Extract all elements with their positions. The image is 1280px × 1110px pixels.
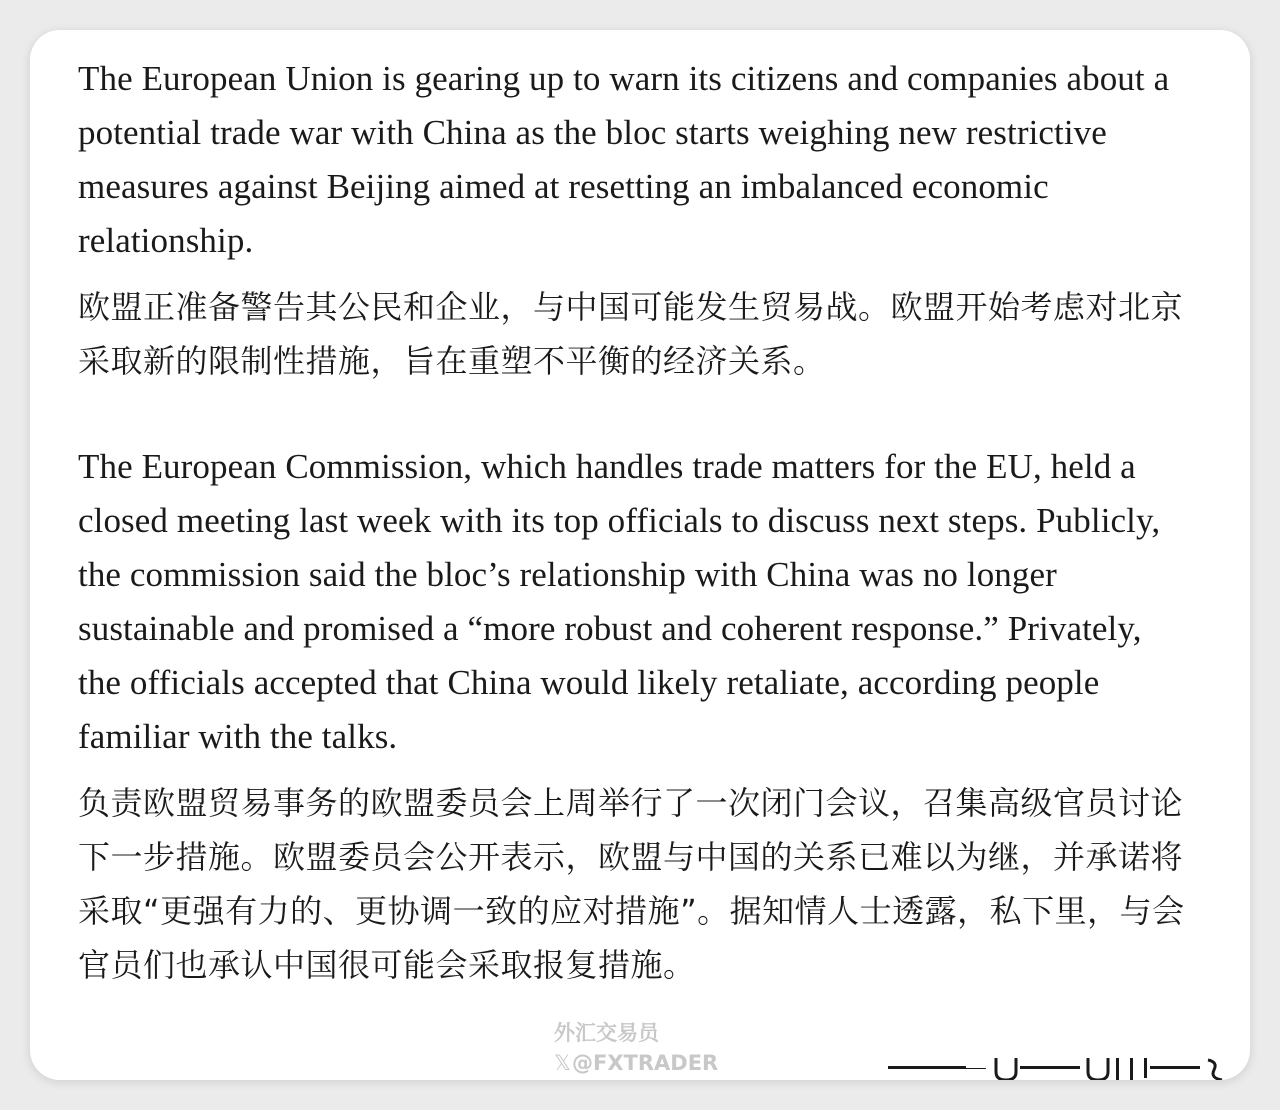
paragraph-1-chinese: 欧盟正准备警告其公民和企业，与中国可能发生贸易战。欧盟开始考虑对北京采取新的限制性措施，旨在重塑不平衡的经济关系。 — [78, 288, 1184, 380]
watermark — [554, 1018, 718, 1078]
paragraph-2-english: The European Commission, which handles trade matters for the EU, held a closed meeting last week with its top officials to discuss next steps. Publicly, the commission said the bloc’s relationship with China was no longer sustainable and promised a “more robust and coherent response.” Privately, the officials accepted that China would likely retaliate, according people familiar with the talks. — [78, 447, 1161, 756]
x-logo-icon: 𝕏 — [554, 1051, 571, 1075]
watermark-title: 外汇交易员 — [554, 1021, 659, 1045]
paragraph-2-chinese: 负责欧盟贸易事务的欧盟委员会上周举行了一次闭门会议，召集高级官员讨论下一步措施。欧盟委员会公开表示，欧盟与中国的关系已难以为继，并承诺将采取“更强有力的、更协调一致的应对措施”。据知情人士透露，私下里，与会官员们也承认中国很可能会采取报复措施。 — [78, 784, 1185, 984]
paragraph-1-english: The European Union is gearing up to warn its citizens and companies about a potential trade war with China as the bloc starts weighing new restrictive measures against Beijing aimed at resetting an imbalanced economic relationship. — [78, 59, 1170, 260]
article-content — [78, 52, 1188, 992]
watermark-handle — [554, 1048, 718, 1078]
article-card — [30, 30, 1250, 1080]
cut-off-text-fragment — [888, 1058, 1228, 1080]
watermark-handle-text: @FXTRADER — [572, 1051, 719, 1075]
